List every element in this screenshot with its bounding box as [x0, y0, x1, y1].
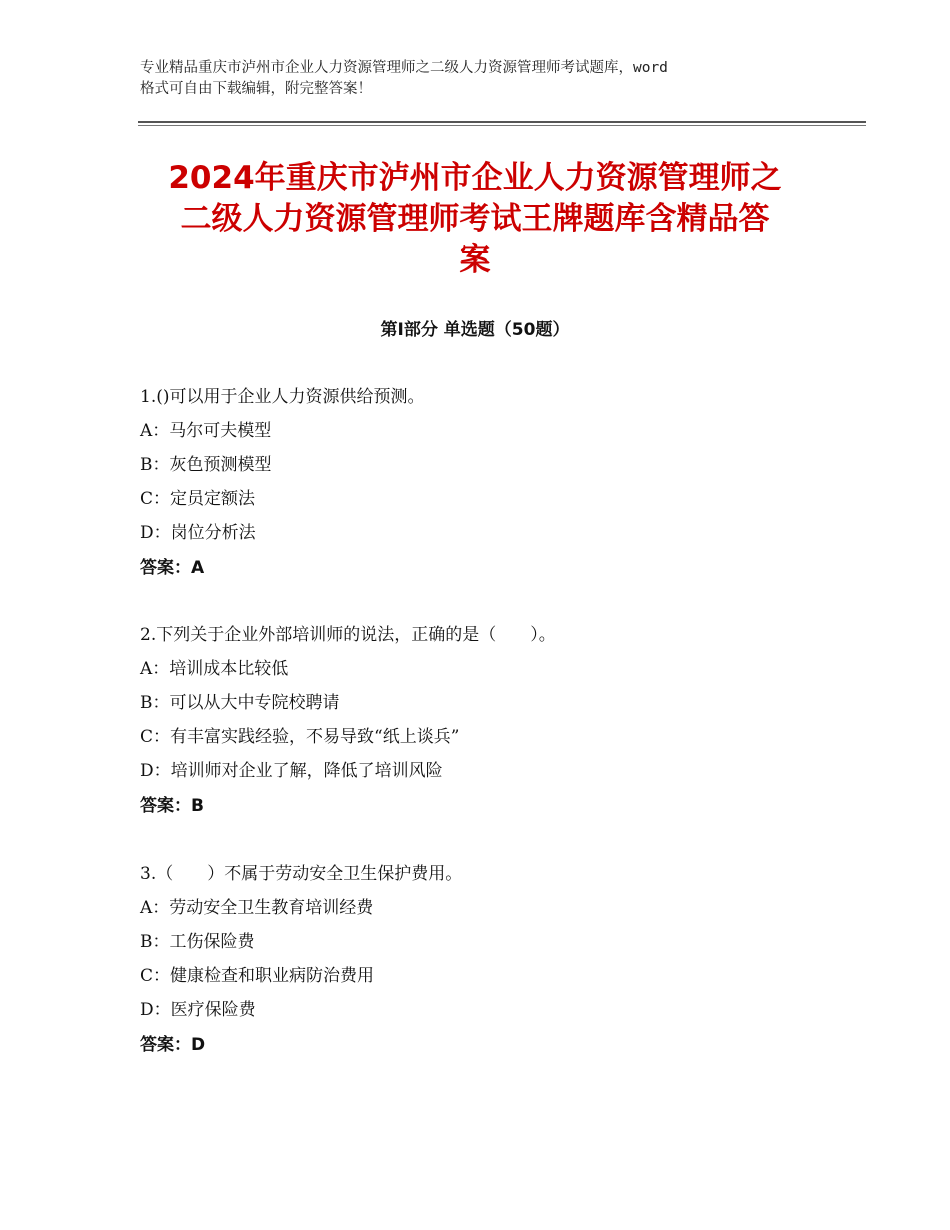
title-line: 案: [459, 242, 491, 278]
option-b: B：工伤保险费: [140, 932, 255, 952]
option-c: C：有丰富实践经验，不易导致“纸上谈兵”: [140, 727, 460, 747]
option-d: D：培训师对企业了解，降低了培训风险: [140, 761, 443, 781]
question-block: [140, 857, 860, 1063]
header-divider: [138, 121, 866, 123]
document-title: [120, 158, 830, 281]
option-d: D：医疗保险费: [140, 1000, 256, 1020]
answer: 答案：D: [140, 1035, 206, 1055]
option-b: B：可以从大中专院校聘请: [140, 693, 340, 713]
question-block: [140, 618, 860, 824]
option-c: C：定员定额法: [140, 489, 256, 509]
option-a: A：劳动安全卫生教育培训经费: [140, 898, 374, 918]
title-line: 二级人力资源管理师考试王牌题库含精品答: [180, 201, 770, 237]
option-d: D：岗位分析法: [140, 523, 256, 543]
section-heading: 第Ⅰ部分 单选题（50题）: [380, 320, 570, 340]
option-b: B：灰色预测模型: [140, 455, 272, 475]
header-divider: [138, 125, 866, 126]
question-stem: 3.（ ）不属于劳动安全卫生保护费用。: [140, 864, 463, 884]
question-block: [140, 380, 860, 586]
option-a: A：马尔可夫模型: [140, 421, 272, 441]
title-line: 2024年重庆市泸州市企业人力资源管理师之: [168, 160, 782, 196]
question-stem: 2.下列关于企业外部培训师的说法，正确的是（ ）。: [140, 625, 556, 645]
option-a: A：培训成本比较低: [140, 659, 289, 679]
answer: 答案：A: [140, 558, 205, 578]
header-note-line: 专业精品重庆市泸州市企业人力资源管理师之二级人力资源管理师考试题库，word: [140, 60, 668, 76]
option-c: C：健康检查和职业病防治费用: [140, 966, 375, 986]
header-note-line: 格式可自由下载编辑，附完整答案！: [140, 81, 372, 97]
answer: 答案：B: [140, 796, 204, 816]
question-stem: 1.()可以用于企业人力资源供给预测。: [140, 387, 425, 407]
header-note: [140, 58, 830, 100]
